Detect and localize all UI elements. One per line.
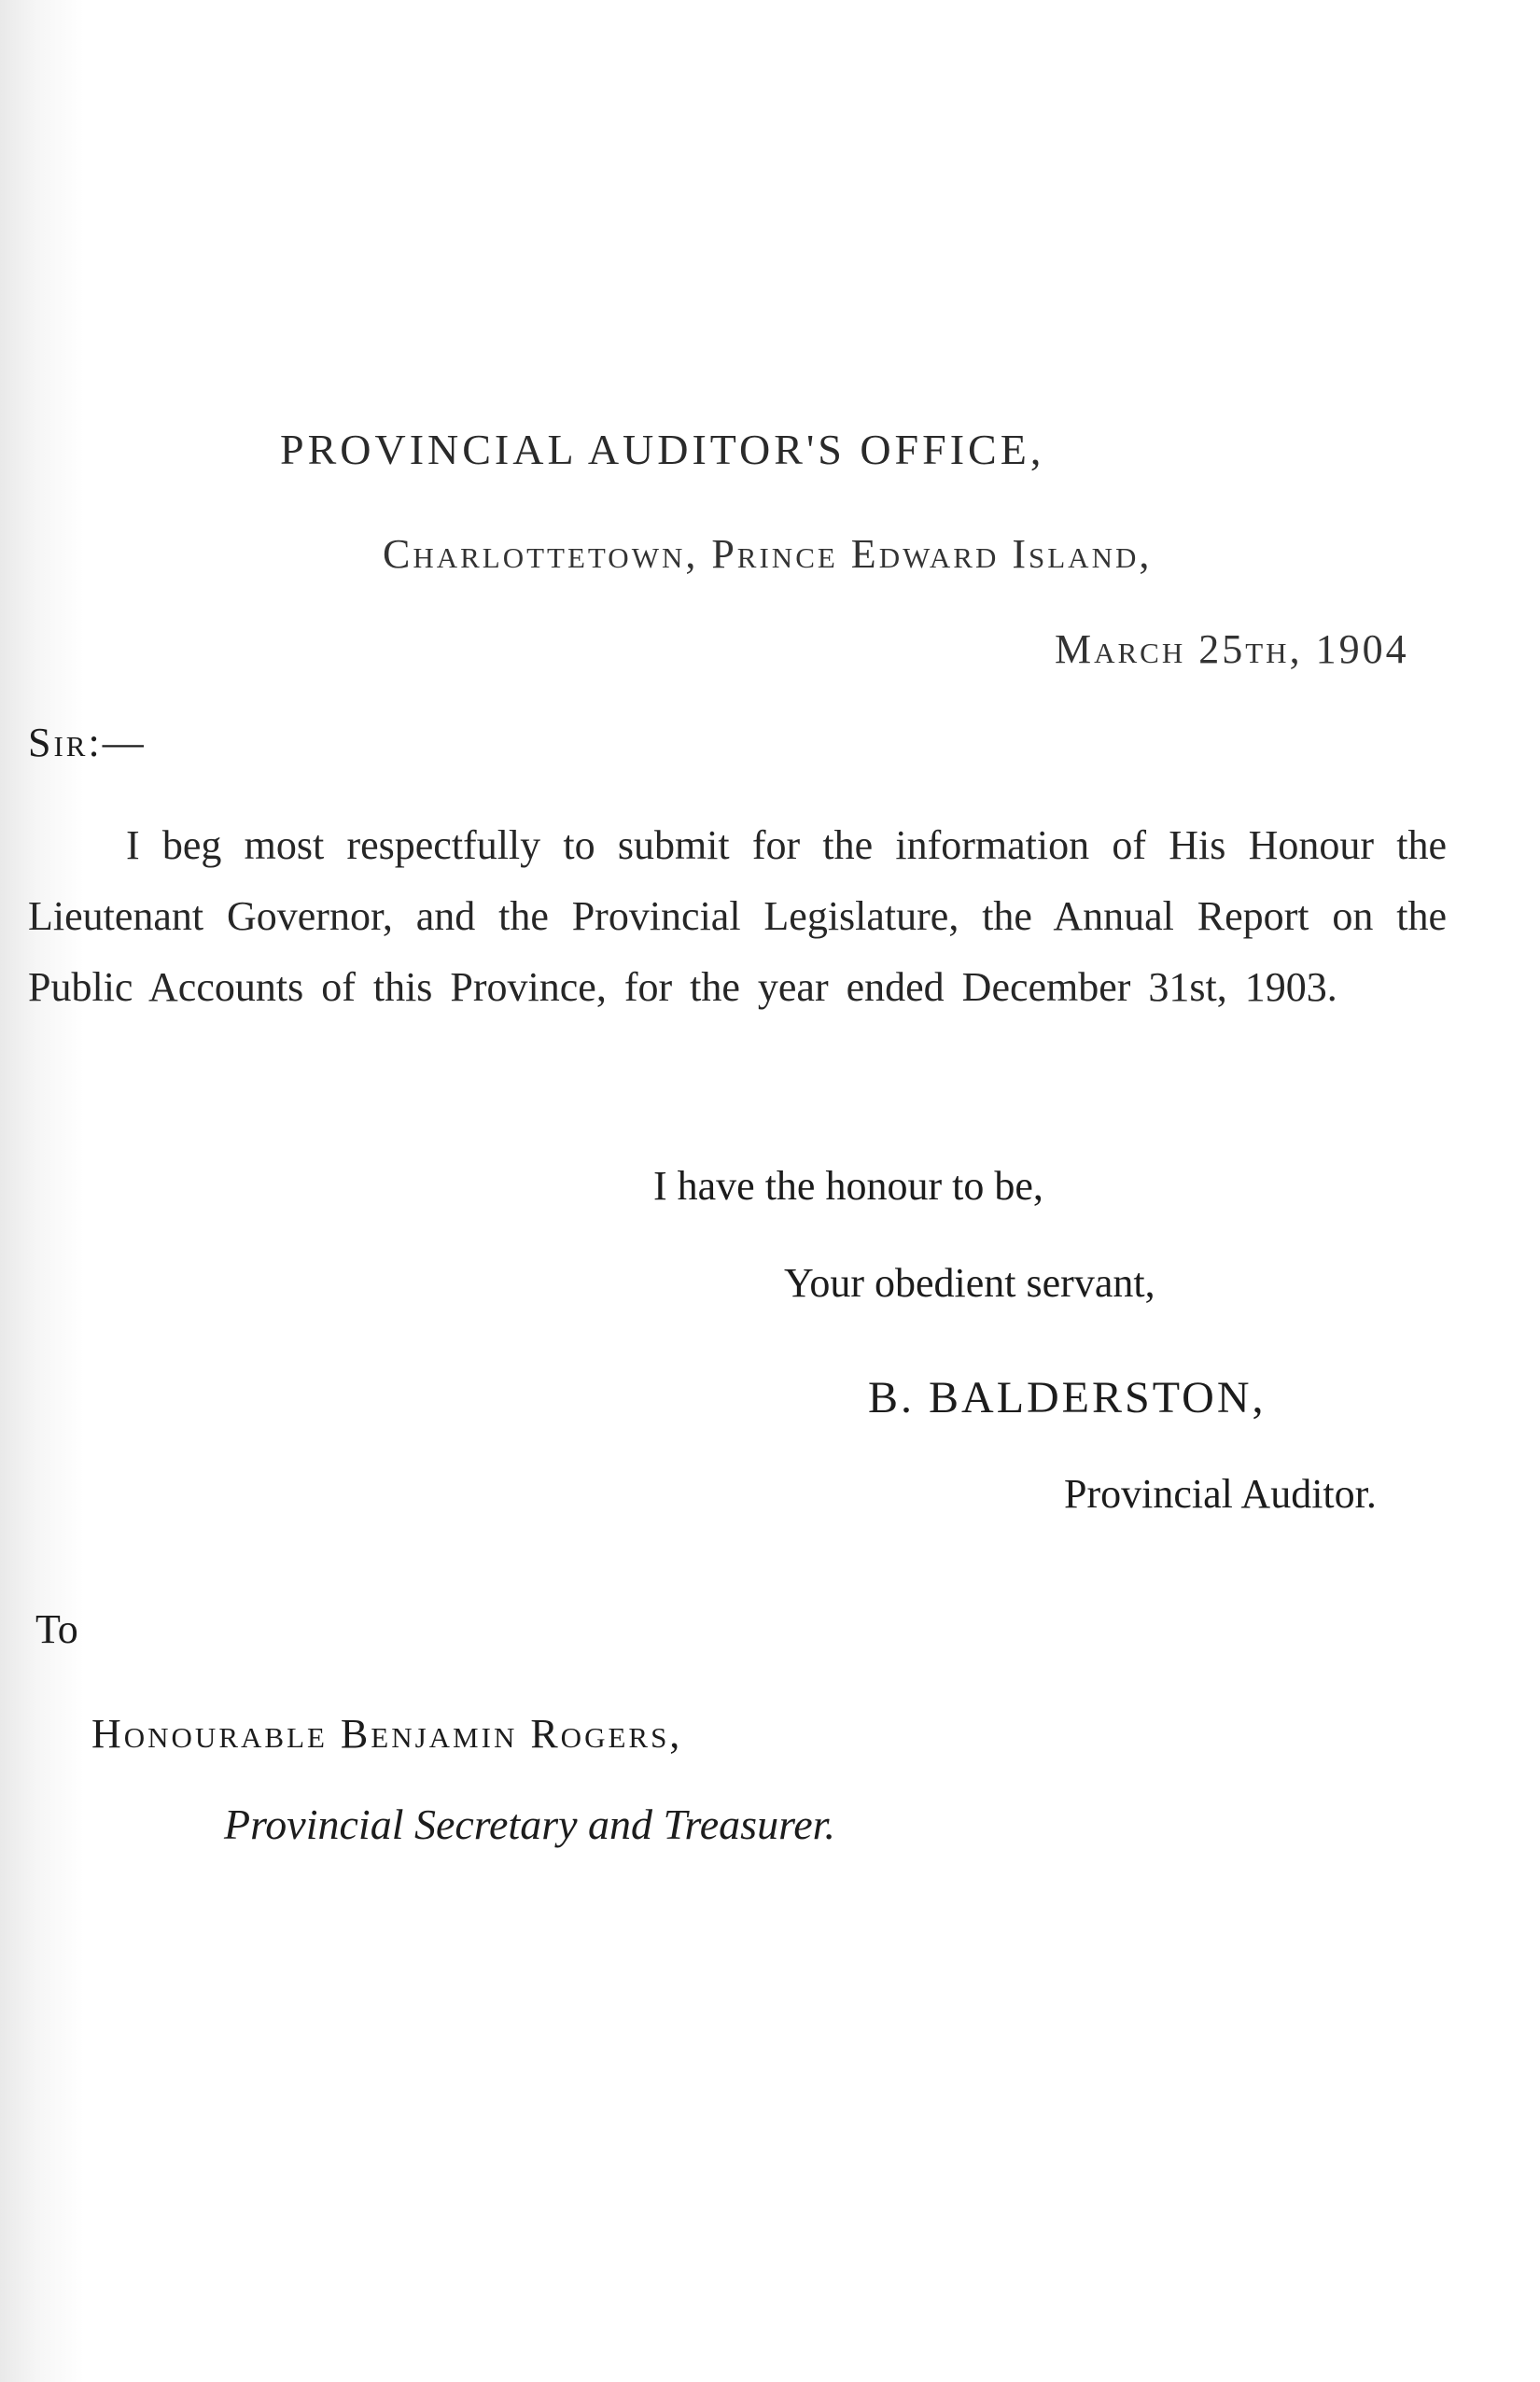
closing-line-1: I have the honour to be, [653,1163,1043,1209]
office-location: Charlottetown, Prince Edward Island, [383,531,1153,577]
signer-title: Provincial Auditor. [1064,1471,1377,1517]
to-label: To [35,1606,78,1652]
office-heading: PROVINCIAL AUDITOR'S OFFICE, [280,426,1045,473]
recipient-name: Honourable Benjamin Rogers, [91,1711,683,1757]
recipient-title: Provincial Secretary and Treasurer. [224,1801,835,1848]
letter-body: I beg most respectfully to submit for the information of His Honour the Lieutenant Governor, and the Provincial Legislature, the Annual Report on the Public Accounts of this Province, for the year ended December 31st, 1903. [28,822,1447,1010]
signer-name: B. BALDERSTON, [868,1373,1267,1422]
letter-date: March 25th, 1904 [1055,626,1409,672]
salutation: Sir:— [28,720,147,765]
closing-line-2: Your obedient servant, [784,1260,1155,1306]
